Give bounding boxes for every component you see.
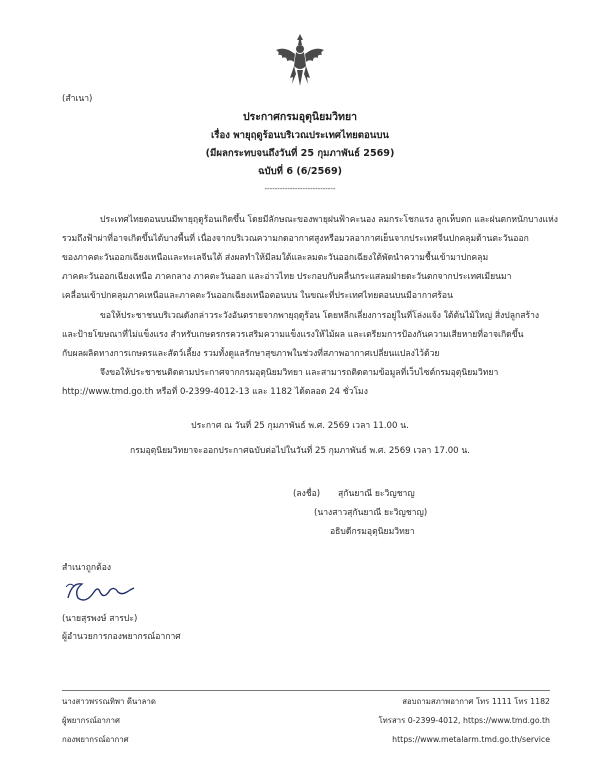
paragraph-2-line: และป้ายโฆษณาที่ไม่แข็งแรง สำหรับเกษตรกรควรเสริมความแข็งแรงให้ไม้ผล และเตรียมการป้องกันความเสียหายที่อาจเกิดขึ้น [62,330,524,340]
footer-left-line: กองพยากรณ์อากาศ [62,735,129,744]
footer-left-line: ผู้พยากรณ์อากาศ [62,716,120,725]
certifier-position: ผู้อำนวยการกองพยากรณ์อากาศ [62,632,181,642]
paragraph-1-line: ภาคตะวันออกเฉียงเหนือ ภาคกลาง ภาคตะวันออก และอ่าวไทย ประกอบกับคลื่นกระแสลมฝ่ายตะวันตกจากประเทศเมียนมา [62,272,512,282]
paragraph-3-line: http://www.tmd.go.th หรือที่ 0-2399-4012-13 และ 1182 ได้ตลอด 24 ชั่วโมง [62,387,368,397]
signed-name: สุกันยาณี ยะวิญชาญ [338,489,415,499]
certifier-name: (นายสุรพงษ์ สารปะ) [62,614,138,624]
footer-right-line: https://www.metalarm.tmd.go.th/service [392,735,550,744]
signatory-position: อธิบดีกรมอุตุนิยมวิทยา [330,527,415,537]
garuda-emblem-icon [270,30,330,90]
next-issue-notice: กรมอุตุนิยมวิทยาจะออกประกาศฉบับต่อไปในวันที่ 25 กุมภาพันธ์ พ.ศ. 2569 เวลา 17.00 น. [130,446,470,456]
document-subject: เรื่อง พายุฤดูร้อนบริเวณประเทศไทยตอนบน [211,130,389,141]
signatory-full-name: (นางสาวสุกันยาณี ยะวิญชาญ) [314,508,428,518]
certified-copy-label: สำเนาถูกต้อง [62,563,112,573]
paragraph-2-line: กับผลผลิตทางการเกษตรและสัตว์เลี้ยง รวมทั้งดูแลรักษาสุขภาพในช่วงที่สภาพอากาศเปลี่ยนแปลงไว้ด้วย [62,349,440,359]
signed-label: (ลงชื่อ) [293,489,321,499]
paragraph-1-line: ประเทศไทยตอนบนมีพายุฤดูร้อนเกิดขึ้น โดยมีลักษณะของพายุฝนฟ้าคะนอง ลมกระโชกแรง ลูกเห็บตก และฝนตกหนักบางแห่ง [100,215,558,225]
paragraph-1-line: ของภาคตะวันออกเฉียงเหนือและทะเลจีนใต้ ส่งผลทำให้มีลมใต้และลมตะวันออกเฉียงใต้พัดนำความชื้นเข้ามาปกคลุม [62,253,489,263]
paragraph-1-line: เคลื่อนเข้าปกคลุมภาคเหนือและภาคตะวันออกเฉียงเหนือตอนบน ในขณะที่ประเทศไทยตอนบนมีอากาศร้อน [62,291,453,301]
paragraph-3-line: จึงขอให้ประชาชนติดตามประกาศจากกรมอุตุนิยมวิทยา และสามารถติดตามข้อมูลที่เว็บไซต์กรมอุตุนิยมวิทยา [100,368,499,378]
paragraph-1-line: รวมถึงฟ้าผ่าที่อาจเกิดขึ้นได้บางพื้นที่ เนื่องจากบริเวณความกดอากาศสูงหรือมวลอากาศเย็นจากประเทศจีนปกคลุมด้านตะวันออก [62,234,529,244]
footer-divider [62,690,550,691]
footer-left-line: นางสาวพรรณทิพา ดีนาลาด [62,697,156,706]
paragraph-2-line: ขอให้ประชาชนบริเวณดังกล่าวระวังอันตรายจากพายุฤดูร้อน โดยหลีกเลี่ยงการอยู่ในที่โล่งแจ้ง ใต้ต้นไม้ใหญ่ สิ่งปลูกสร้าง [100,311,540,321]
footer-right-line: สอบถามสภาพอากาศ โทร 1111 โทร 1182 [402,697,550,706]
title-separator: ---------------------------- [264,185,336,193]
announced-datetime: ประกาศ ณ วันที่ 25 กุมภาพันธ์ พ.ศ. 2569 เวลา 11.00 น. [191,421,409,431]
document-title: ประกาศกรมอุตุนิยมวิทยา [242,111,358,123]
handwritten-signature-icon [64,578,138,606]
issue-number: ฉบับที่ 6 (6/2569) [257,166,343,177]
effective-period: (มีผลกระทบจนถึงวันที่ 25 กุมภาพันธ์ 2569) [205,148,395,159]
copy-mark: (สำเนา) [62,94,93,104]
footer-right-line: โทรสาร 0-2399-4012, https://www.tmd.go.th [378,716,550,725]
